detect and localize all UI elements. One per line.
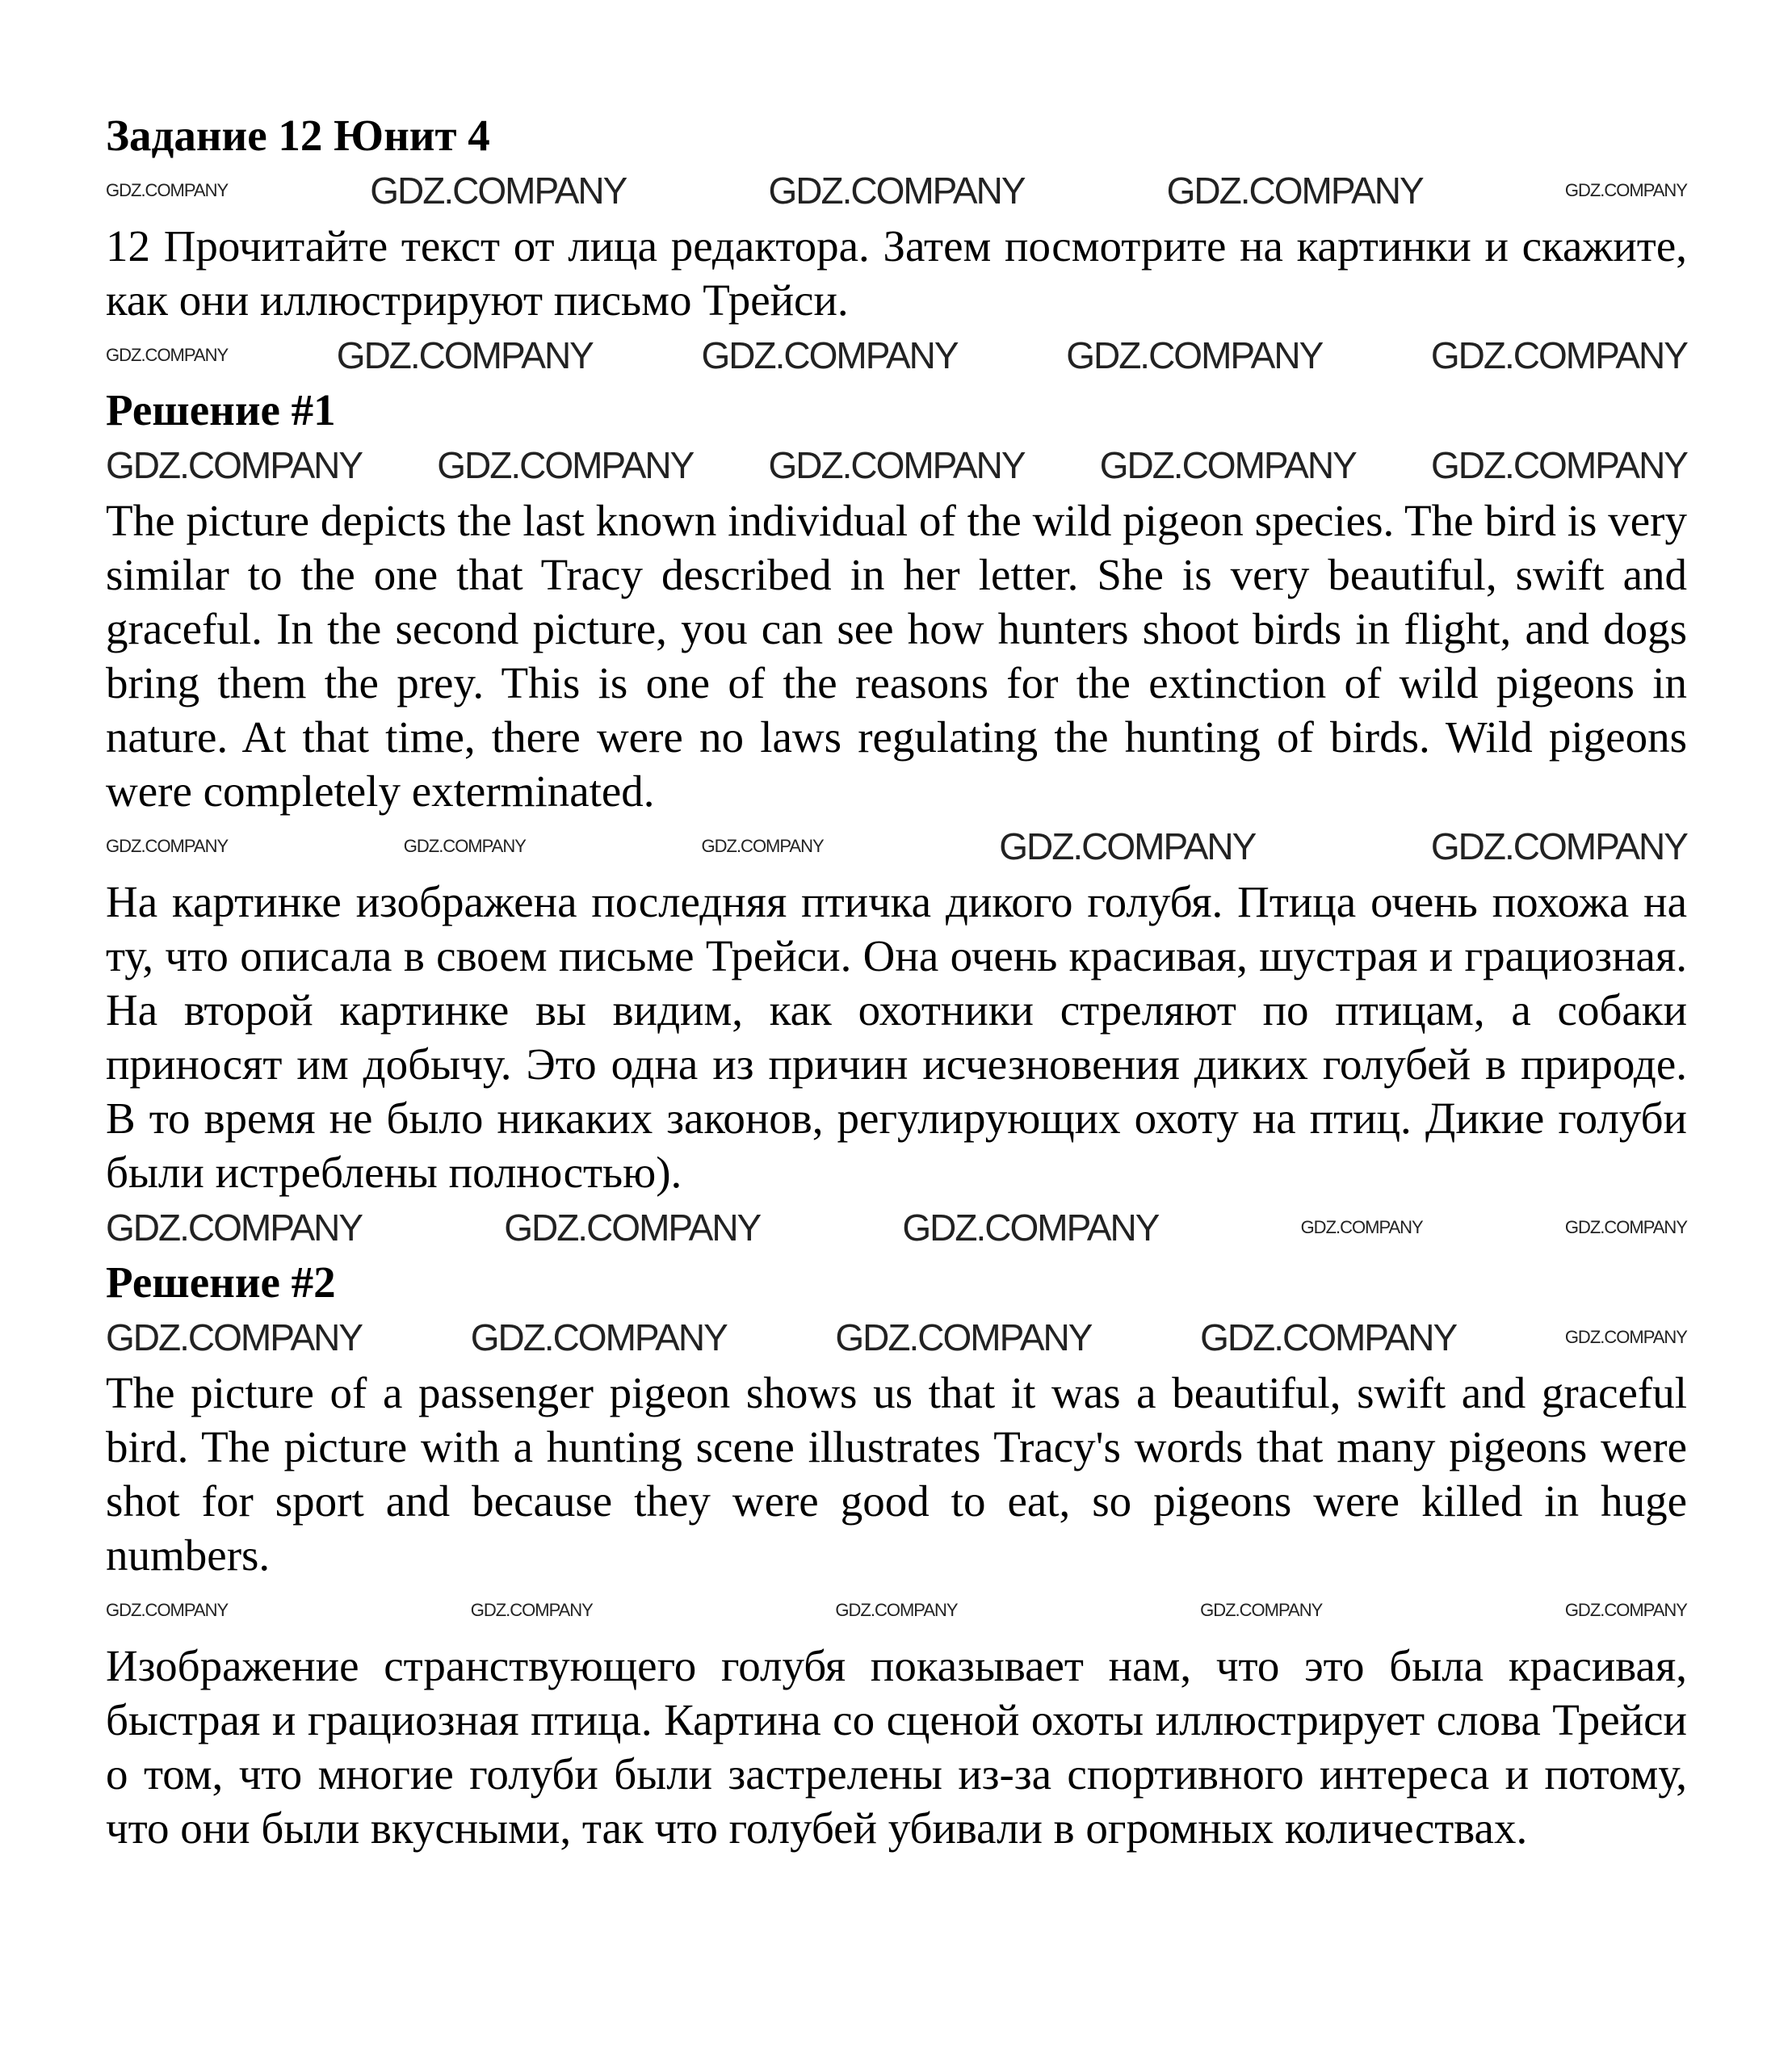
watermark: GDZ.COMPANY: [1564, 1217, 1687, 1237]
watermark: GDZ.COMPANY: [403, 836, 526, 856]
watermark: GDZ.COMPANY: [1300, 1217, 1423, 1237]
watermark: GDZ.COMPANY: [1564, 1600, 1687, 1620]
watermark: GDZ.COMPANY: [1430, 444, 1687, 486]
watermark: GDZ.COMPANY: [768, 444, 1025, 486]
watermark: GDZ.COMPANY: [768, 170, 1025, 212]
watermark: GDZ.COMPANY: [470, 1316, 727, 1358]
watermark: GDZ.COMPANY: [106, 1316, 363, 1358]
watermark: GDZ.COMPANY: [106, 444, 363, 486]
solution-1-english: The picture depicts the last known individual of the wild pigeon species. The bird is very similar to the one that Tracy described in her letter. She is very beautiful, swift and graceful. In the second picture, you can see how hunters shoot birds in flight, and dogs bring them the prey. This is one of the reasons for the extinction of wild pigeons in nature. At that time, there were no laws regulating the hunting of birds. Wild pigeons were completely exterminated.: [106, 496, 1687, 816]
watermark: GDZ.COMPANY: [902, 1207, 1159, 1249]
watermark: GDZ.COMPANY: [1430, 825, 1687, 867]
watermark-row: [106, 1312, 1687, 1362]
watermark: GDZ.COMPANY: [106, 180, 229, 200]
watermark: GDZ.COMPANY: [835, 1316, 1092, 1358]
task-prompt: 12 Прочитайте текст от лица редактора. Затем посмотрите на картинки и скажите, как они иллюстрируют письмо Трейси.: [106, 221, 1687, 325]
solution-2-russian: Изображение странствующего голубя показывает нам, что это была красивая, быстрая и грациозная птица. Картина со сценой охоты иллюстрирует слова Трейси о том, что многие голуби были застрелены из-за спортивного интереса и потому, что они были вкусными, так что голубей убивали в огромных количествах.: [106, 1641, 1687, 1853]
watermark: GDZ.COMPANY: [106, 345, 229, 365]
watermark: GDZ.COMPANY: [437, 444, 694, 486]
watermark: GDZ.COMPANY: [1200, 1600, 1323, 1620]
watermark: GDZ.COMPANY: [1564, 180, 1687, 200]
watermark: GDZ.COMPANY: [106, 1207, 363, 1249]
solution-1-russian: На картинке изображена последняя птичка дикого голубя. Птица очень похожа на ту, что описала в своем письме Трейси. Она очень красивая, шустрая и грациозная. На второй картинке вы видим, как охотники стреляют по птицам, а собаки приносят им добычу. Это одна из причин исчезновения диких голубей в природе. В то время не было никаких законов, регулирующих охоту на птиц. Дикие голуби были истреблены полностью).: [106, 877, 1687, 1197]
task-title: Задание 12 Юнит 4: [106, 111, 490, 160]
watermark: GDZ.COMPANY: [1200, 1316, 1457, 1358]
watermark-row: [106, 1203, 1687, 1253]
watermark: GDZ.COMPANY: [106, 1600, 229, 1620]
document: [106, 109, 1687, 1855]
watermark-row: [106, 821, 1687, 871]
watermark: GDZ.COMPANY: [106, 836, 229, 856]
watermark: GDZ.COMPANY: [999, 825, 1256, 867]
watermark: GDZ.COMPANY: [1430, 334, 1687, 376]
watermark: GDZ.COMPANY: [1564, 1327, 1687, 1347]
solution-1-heading: Решение #1: [106, 385, 336, 434]
watermark: GDZ.COMPANY: [701, 836, 824, 856]
solution-2-heading: Решение #2: [106, 1257, 336, 1307]
watermark: GDZ.COMPANY: [470, 1600, 593, 1620]
watermark: GDZ.COMPANY: [370, 170, 627, 212]
solution-2-english: The picture of a passenger pigeon shows us that it was a beautiful, swift and graceful bird. The picture with a hunting scene illustrates Tracy's words that many pigeons were shot for sport and because they were good to eat, so pigeons were killed in huge numbers.: [106, 1368, 1687, 1580]
watermark: GDZ.COMPANY: [336, 334, 593, 376]
watermark: GDZ.COMPANY: [835, 1600, 958, 1620]
watermark-row: [106, 330, 1687, 380]
watermark: GDZ.COMPANY: [1166, 170, 1423, 212]
watermark: GDZ.COMPANY: [504, 1207, 761, 1249]
watermark: GDZ.COMPANY: [701, 334, 958, 376]
watermark: GDZ.COMPANY: [1099, 444, 1356, 486]
watermark-row: [106, 440, 1687, 490]
watermark-row: [106, 1585, 1687, 1635]
watermark-row: [106, 166, 1687, 216]
watermark: GDZ.COMPANY: [1066, 334, 1323, 376]
